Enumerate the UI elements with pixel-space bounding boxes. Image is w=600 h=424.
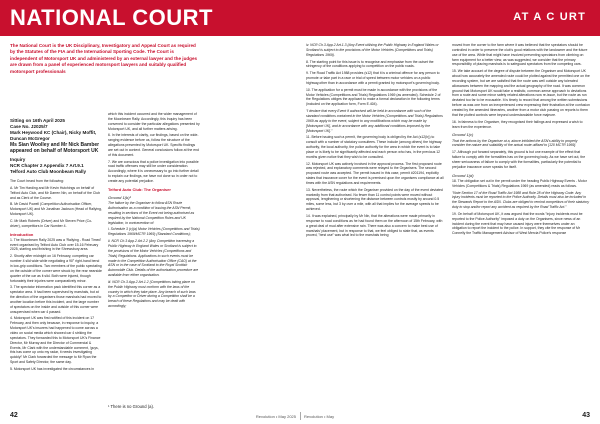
paragraph: 3. The spectator information pack identified this corner as a spectator area. It had been supervised by marshals, but at the direction of the organisers those marshals had moved to another location before this incident, and the large number of spectators on the inside and outside of this corner were unsupervised when car 4 passed. (10, 285, 102, 314)
heard-intro: The Court heard from the following: (10, 179, 64, 183)
paragraph: moved from the corner to the farm where it was believed that the spectators should be controlled in order to preserve the club's good relations with the landowner and the future use of the area. While that might have involved preventing spectators from climbing on farm equipment for a better view, as was suggested, we consider that the primary responsibility of placing marshals is to safeguard spectators from the competing cars. (452, 43, 588, 67)
paragraph: 15. We take account of the degree of dispute between the Organiser and Motorsport UK about how accurately the amended route could be plotted against the permitted one on the recording system, but we are satisfied that the route was well outside any tolerated allowances between the mapping and the actual geography of the road. It was common ground that Motorsport UK would take a realistic, common-sense approach to deviations from a route and some minor safety related alterations now re-issue, but the route as run deviated too far to be excusable. It is timely to record that among the written submissions before us was one from an inexperienced crew expressing their frustration at the confusion created by the amended itineraries, another from a motor club passing on reports to them that the plotted controls were beyond understandable force majeure. (452, 69, 590, 117)
footnote: ¹ There is no Ground (a). (108, 404, 155, 409)
page-title: NATIONAL COURT (10, 5, 213, 30)
ground-list-item: ii. NCR Ch.3 App.2 Art.2.2 (Any Competition traversing a Public Highway in England Wales or Scotland is subject to the provisions of the Motor Vehicles (Competitions and Trials) Regulations. Applications to such events must be made to the Competition Authorisation Office (CAO) at the ASN or in the case of Scotland to the Royal Scottish Automobile Club. Details of the authorisation procedure are available from either organisation. (108, 239, 199, 278)
appearance: Ms Sian Woolley and Mr Nick Bamber appeared on behalf of Motorsport UK (10, 142, 100, 154)
paragraph: 1. The Moonbeam Rally 2025 was a 'Rallying - Road Timed' event organised by Telford Auto Club over 15-16 February 2025, starting and finishing in the Shrewsbury area. (10, 237, 102, 252)
paragraph: 10. The application for a permit must be made in accordance with the provisions of the Motor Vehicles (Competitions and Trials) Regulations 1969 (as amended). Schedule 2 of the Regulations obliges the applicant to make a formal declaration in the following terms (included on the application form, Form E.404). (306, 87, 441, 107)
paragraph: 17. Although put forward separately, this ground is but one example of the effect that failure to comply with the formalities has on the governing body. As we have set out, the sheer seriousness of failure to comply with the formalities, particularly the potential to prejudice insurance cover speaks for itself. (452, 150, 586, 169)
paragraph: 7. We are conscious that a police investigation into possible road traffic offences may still be under consideration. Accordingly, where it is unnecessary to go into further detail to explain our findings, we have not done so in order not to create any potential prejudice. (108, 159, 199, 183)
ground-list-item: iii. NCR Ch.3 App.2 Art.1.2 (Competitions taking place on the Public Highway must conform with the laws of the country in which they take place. Any breach of such laws by a Competitor or Driver during a Competition shall be a breach of these Regulations and may be dealt with accordingly; (108, 279, 196, 309)
page-number-right: 43 (582, 412, 590, 419)
ground-list-item: i. Schedule 3 (c)(a) Motor Vehicles (Competitions and Trials) Regulations 1969/MCTR 1969) (Standard Conditions); (108, 227, 200, 237)
paragraph: 11. Before issuing such a permit, the governing body is obliged by the Act (s12(b)) to consult with a number of statutory consultees. These include (among others) the highway authority, the local authority, the police authority for the area in which the event is to take place or is likely to be significantly affected and each person who has, in the previous 12 months given notice that they wish to be consulted. (306, 135, 442, 159)
quote: "Note Section 17 of the Road Traffic Act 1988 and Rule 28 of the Highway Code. Any injury incidents must be reported to the Police Authority. Details must also be included in the Stewards Report to the ASN. Clubs are obliged to remind competitors of their statutory duty to stop and/or report any accident as required by the Road Traffic Act." (452, 190, 590, 210)
paragraph: 4. Motorsport UK was first notified of this incident on 17 February, and then only because, in response to inquiry, a Motorsport UK's insurers had happened to come across a video on social media which showed car 4 striking the spectators. They forwarded this to Motorsport UK's Finance Director, Mr Murray and the Director of Commercial & Events, Mr Clark with the understandable comment, 'guys, this has come up onto my radar, it needs investigating quickly!' Mr Clark forwarded the message to Mr Ryan the Sport and Safety Director, the same day. (10, 316, 101, 365)
paragraph: 14. It was explained, principally by Mr Nin, that the alterations were made primarily in response to road conditions as he had found them on the afternoon of 15th February, with a great deal of mud after extensive rain. There was also a concern to make best use of marshals' placement, but in response to that, we feel obliged to state that, as events proved, "best use" was what led to the marshals being (306, 214, 443, 238)
paragraph: 16. In fairness to the Organiser, they recognised their failings and expressed a wish to learn from the experience. (452, 119, 583, 129)
paragraph: 12. Motorsport UK was actively involved in the approval process. The first proposed route was rejected, and explanatory comments were relayed to the Organisers. The second proposed route was accepted. The permit issued in this case, permit #201194, explicitly states that insurance cover for the event is premised upon the organisers compliance at all times with the ASN regulations and requirements. (306, 161, 444, 185)
section-heading: Telford Auto Club: The Organiser (108, 186, 171, 192)
intro-paragraph: The National Court is the UK Disciplinary, Investigatory and Appeal Court as required by the Statutes of the FIA and the International Sporting Code. The Court is independent of Motorsport UK and administered by an external lawyer and the judges are drawn from a panel of experienced motorsport lawyers and suitably qualified motorsport professionals (10, 43, 198, 74)
ground-heading: Ground 1(c) (452, 132, 474, 138)
panel-members: Mark Heywood KC (Chair), Nicky Moffit, Duncan McGregor (10, 130, 97, 141)
column-4 (452, 43, 590, 238)
paragraph: which this incident occurred and the wider management of the Moonbeam Rally. Accordingly, this Inquiry has been convened to consider the particular allegations presented by Motorsport UK, and all further matters arising. (108, 112, 200, 131)
ground-heading: Ground 1(b)¹ (108, 195, 131, 201)
paragraph: 8. The starting point for this issue is to recognise and emphasise from the outset the stringency of the conditions applying to competition on the public roads. (306, 59, 434, 69)
heard-item: B. Mr David Powell (Competition Authorisation Officer, Motorsport UK) and Mr Jonathan Jackson (Head of Rallying, Motorsport UK). (10, 202, 102, 217)
footer-left-text: Revolution • May 2025 (255, 414, 296, 419)
page-number-left: 42 (10, 412, 18, 419)
paragraph: 19. On behalf of Motorsport UK, it was argued that the words "injury incidents must be reported to the Police Authority" imposed a duty on the Organisers, since news of an incident during the event that may have caused injury were themselves under an obligation to report the incident to the police. In support, they cite the response of Mr Connelly the Traffic Management Advisor of West Mercia Police's response (452, 211, 583, 236)
brand-logo: AT A C URT (513, 11, 586, 23)
ground-text: That the actions by the Organiser at a, above inhibited the ASN's ability to properly consider the nature and suitability of the actual route utilised to [120 MCTR 1969]. (452, 138, 578, 148)
paragraph: 2. Shortly after midnight on 16 February, competing car number 4 slid wide while negotiating a 90° right-hand bend in low-grip conditions. Two members of the public spectating on the outside of the corner were struck by the rear nearside quarter of the car as it slid. Both were injured, though fortunately their injuries were comparatively minor. (10, 254, 102, 283)
paragraph: 13. Nevertheless, the route which the Organiser provided on the day of the event deviated markedly from that authorised. No fewer than 11 control points were moved without approval, lengthening or shortening the distance between controls mostly by around 0.5 miles, some less, but 3 by over a mile, with all that implies for the average speeds to be achieved. (306, 187, 443, 212)
footer-right-text: Revolution • May (304, 414, 335, 419)
ground-text: The failure by the Organiser to follow ASN Route Authorisation as a condition of issuing the ASN Permit, resulting in sections of the Event not being authorised as required by the National Competition Rules and UK legislation, in contravention of: (108, 201, 195, 225)
ground-list-item: iv. NCR Ch.3 App.2 Art.1.3 (Any Event utilising the Public Highway in England Wales or Scotland is subject to the provisions of the Motor Vehicles (Competitions and Trials) Regulations 1969). (306, 43, 439, 57)
paragraph: 18. The obligation set out in the permit under the heading Public Highway Events - Motor Vehicles (Competitions & Trials) Regulations 1969 (as amended) reads as follows. (452, 178, 587, 188)
header-banner (0, 0, 600, 36)
event-name: Telford Auto Club Moonbeam Rally (10, 169, 87, 174)
column-3 (306, 43, 444, 240)
column-2 (108, 112, 200, 311)
case-number: Case No. J2025/7 (10, 124, 48, 129)
paragraph: 5. Motorsport UK has investigated the circumstances in (10, 366, 95, 371)
paragraph: 6. In the interests of clarity, our findings, based on the wide-ranging evidence before us, follow the structure of the allegations presented by Motorsport UK. Specific findings are set out in context. General conclusions follow at the end of this document. (108, 133, 199, 157)
inquiry-label: Inquiry (10, 157, 26, 162)
sitting-date: Sitting on 16th April 2025 (10, 118, 65, 123)
heard-item: A. Mr Tim Harding and Mr Kevin Hutchings on behalf of Telford Auto Club, and Mr Darren Nin, on behalf of the Club and as Clerk of the Course. (10, 185, 100, 200)
paragraph: 9. The Road Traffic Act 1988 provides (s12) that it is a criminal offence for any person to promote or take part in a race or trial of speed between motor vehicles on a public highway,other than in accordance with a permit granted by motorsport's governing body. (306, 71, 440, 85)
ground-heading: Ground 1(d) (452, 172, 474, 178)
ncr-reference: NCR Chapter 2 Appendix 7 Art.9.1 (10, 163, 84, 168)
quote: "I declare that every Event if authorised will be held in accordance with such of the standard conditions contained in the Motor Vehicles (Competitions and Trials) Regulations 1969 as apply to the event, subject to any modifications which may be made by [Motorsport UK], and in accordance with any additional conditions imposed by the [Motorsport UK]." (306, 109, 443, 133)
column-1 (10, 118, 102, 374)
heard-item: C. Mr Mark Roberts (Driver) and Mr Steven Price (Co-driver), competitors in Car Number 4. (10, 218, 93, 228)
introduction-heading: Introduction (10, 231, 34, 237)
